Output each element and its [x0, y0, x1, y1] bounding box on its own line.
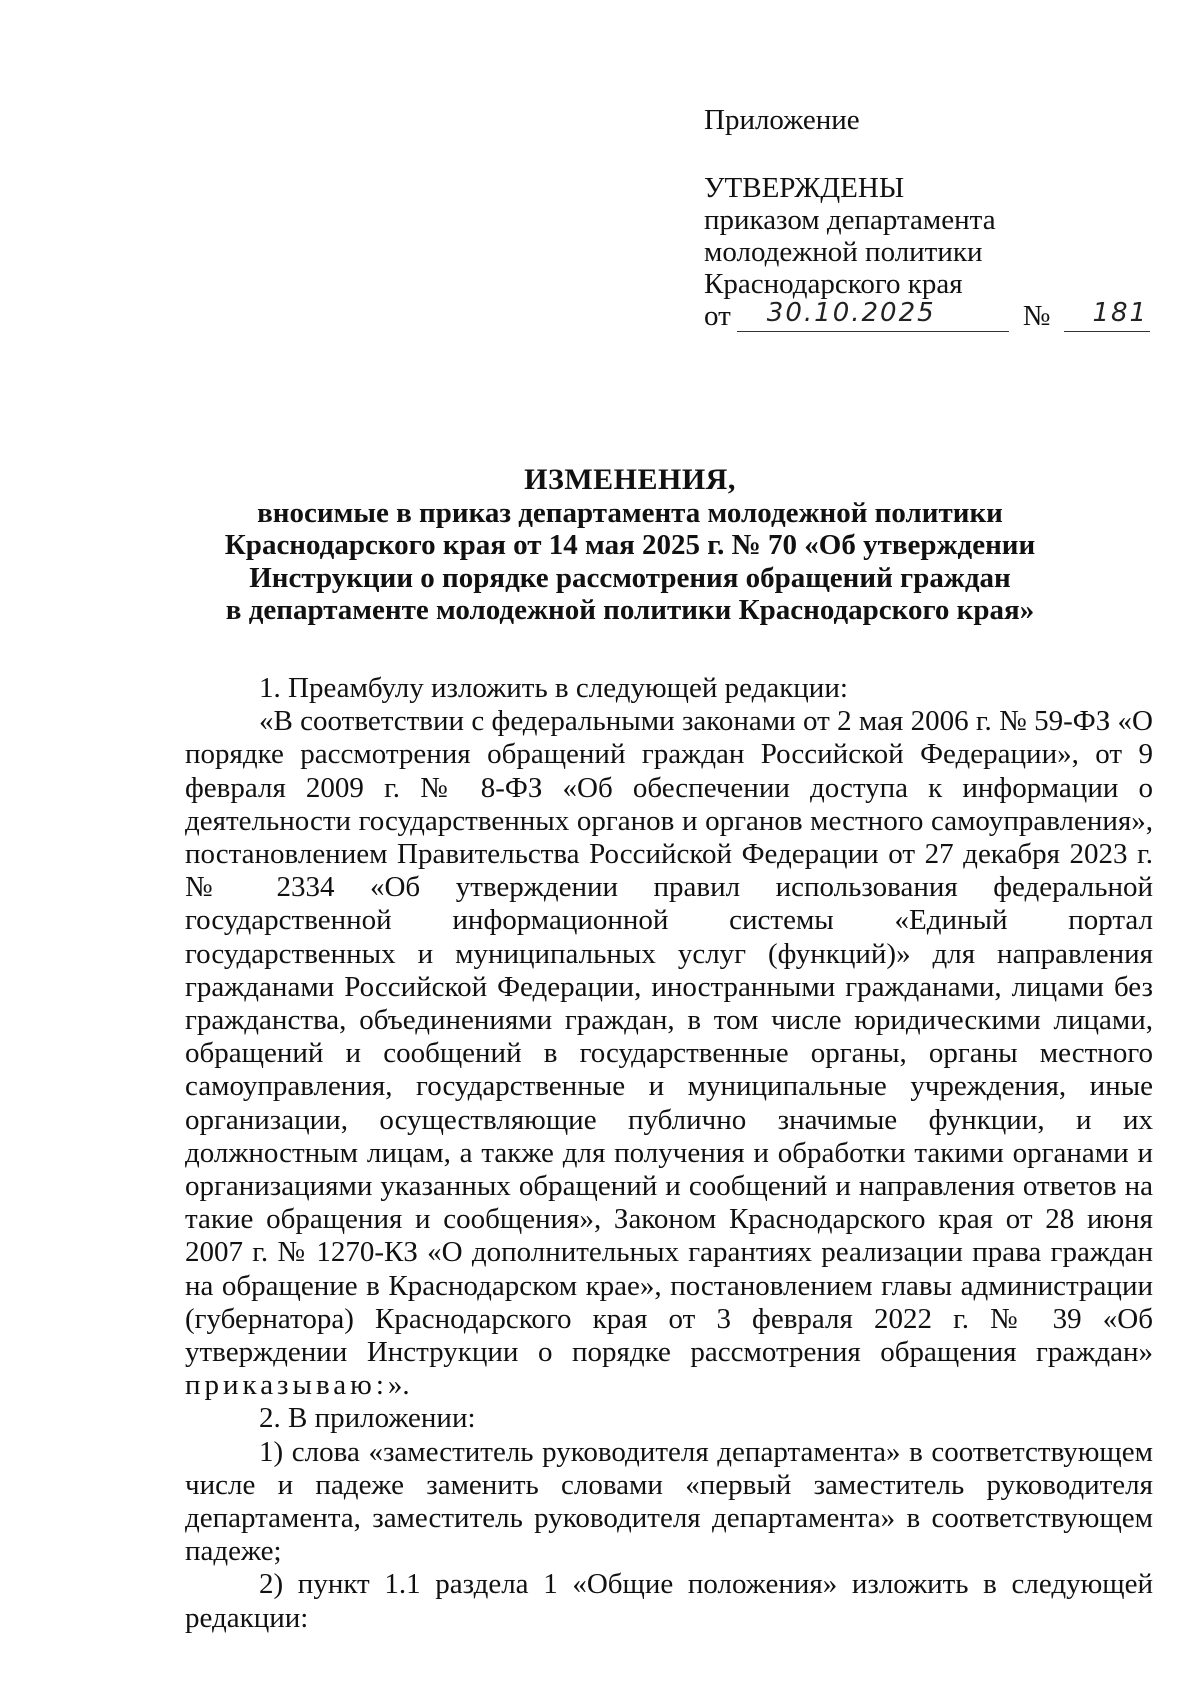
heading-line-4: в департаменте молодежной политики Краснодарского края»	[225, 594, 1035, 626]
paragraph-2	[185, 705, 1153, 1402]
approval-line-3: Краснодарского края	[704, 268, 963, 300]
order-date-number-line	[704, 300, 1164, 332]
paragraph-4: 1) слова «заместитель руководителя департамента» в соответствующем числе и падеже заменить словами «первый заместитель руководителя департамента, заместитель руководителя департамента» в соответствующем падеже;	[185, 1435, 1153, 1568]
paragraph-3: 2. В приложении:	[259, 1402, 476, 1435]
heading-line-1: вносимые в приказ департамента молодежной политики	[257, 496, 1003, 529]
handwritten-number: 181	[1092, 298, 1149, 328]
heading-line-3: Инструкции о порядке рассмотрения обращений граждан	[249, 561, 1011, 594]
date-prefix: от	[704, 300, 731, 332]
preamble-text: «В соответствии с федеральными законами от 2 мая 2006 г. № 59-ФЗ «О порядке рассмотрения обращений граждан Российской Федерации», от 9 февраля 2009 г. № 8-ФЗ «Об обеспечении доступа к информации о деятельности государственных органов и органов местного самоуправления», постановлением Правительства Российской Федерации от 27 декабря 2023 г. № 2334 «Об утверждении правил использования федеральной государственной информационной системы «Единый портал государственных и муниципальных услуг (функций)» для направления гражданами Российской Федерации, иностранными гражданами, лицами без гражданства, объединениями граждан, в том числе юридическими лицами, обращений и сообщений в государственные органы, органы местного самоуправления, государственные и муниципальные учреждения, иные организации, осуществляющие публично значимые функции, и их должностным лицам, а также для получения и обработки такими органами и организациями указанных обращений и сообщений и направления ответов на такие обращения и сообщения», Законом Краснодарского края от 28 июня 2007 г. № 1270-КЗ «О дополнительных гарантиях реализации права граждан на обращение в Краснодарском крае», постановлением главы администрации (губернатора) Краснодарского края от 3 февраля 2022 г. № 39 «Об утверждении Инструкции о порядке рассмотрения обращения граждан»	[185, 705, 1153, 1369]
document-heading	[185, 464, 1075, 627]
approval-line-1: приказом департамента	[704, 204, 996, 236]
approval-block	[704, 104, 1164, 332]
document-body	[185, 672, 1153, 1635]
heading-line-2: Краснодарского края от 14 мая 2025 г. № 70 «Об утверждении	[224, 529, 1036, 561]
annex-label: Приложение	[704, 104, 860, 136]
approved-label: УТВЕРЖДЕНЫ	[704, 172, 905, 204]
paragraph-1: 1. Преамбулу изложить в следующей редакции:	[259, 672, 848, 704]
order-date-field	[737, 298, 1009, 332]
order-number-field	[1064, 298, 1150, 332]
order-word: приказываю:	[185, 1369, 388, 1402]
approval-line-2: молодежной политики	[704, 236, 983, 268]
heading-title: ИЗМЕНЕНИЯ,	[524, 463, 736, 496]
paragraph-5: 2) пункт 1.1 раздела 1 «Общие положения» изложить в следующей редакции:	[185, 1568, 1153, 1634]
preamble-end: ».	[387, 1369, 410, 1402]
handwritten-date: 30.10.2025	[766, 298, 936, 328]
number-prefix: №	[1022, 300, 1051, 332]
